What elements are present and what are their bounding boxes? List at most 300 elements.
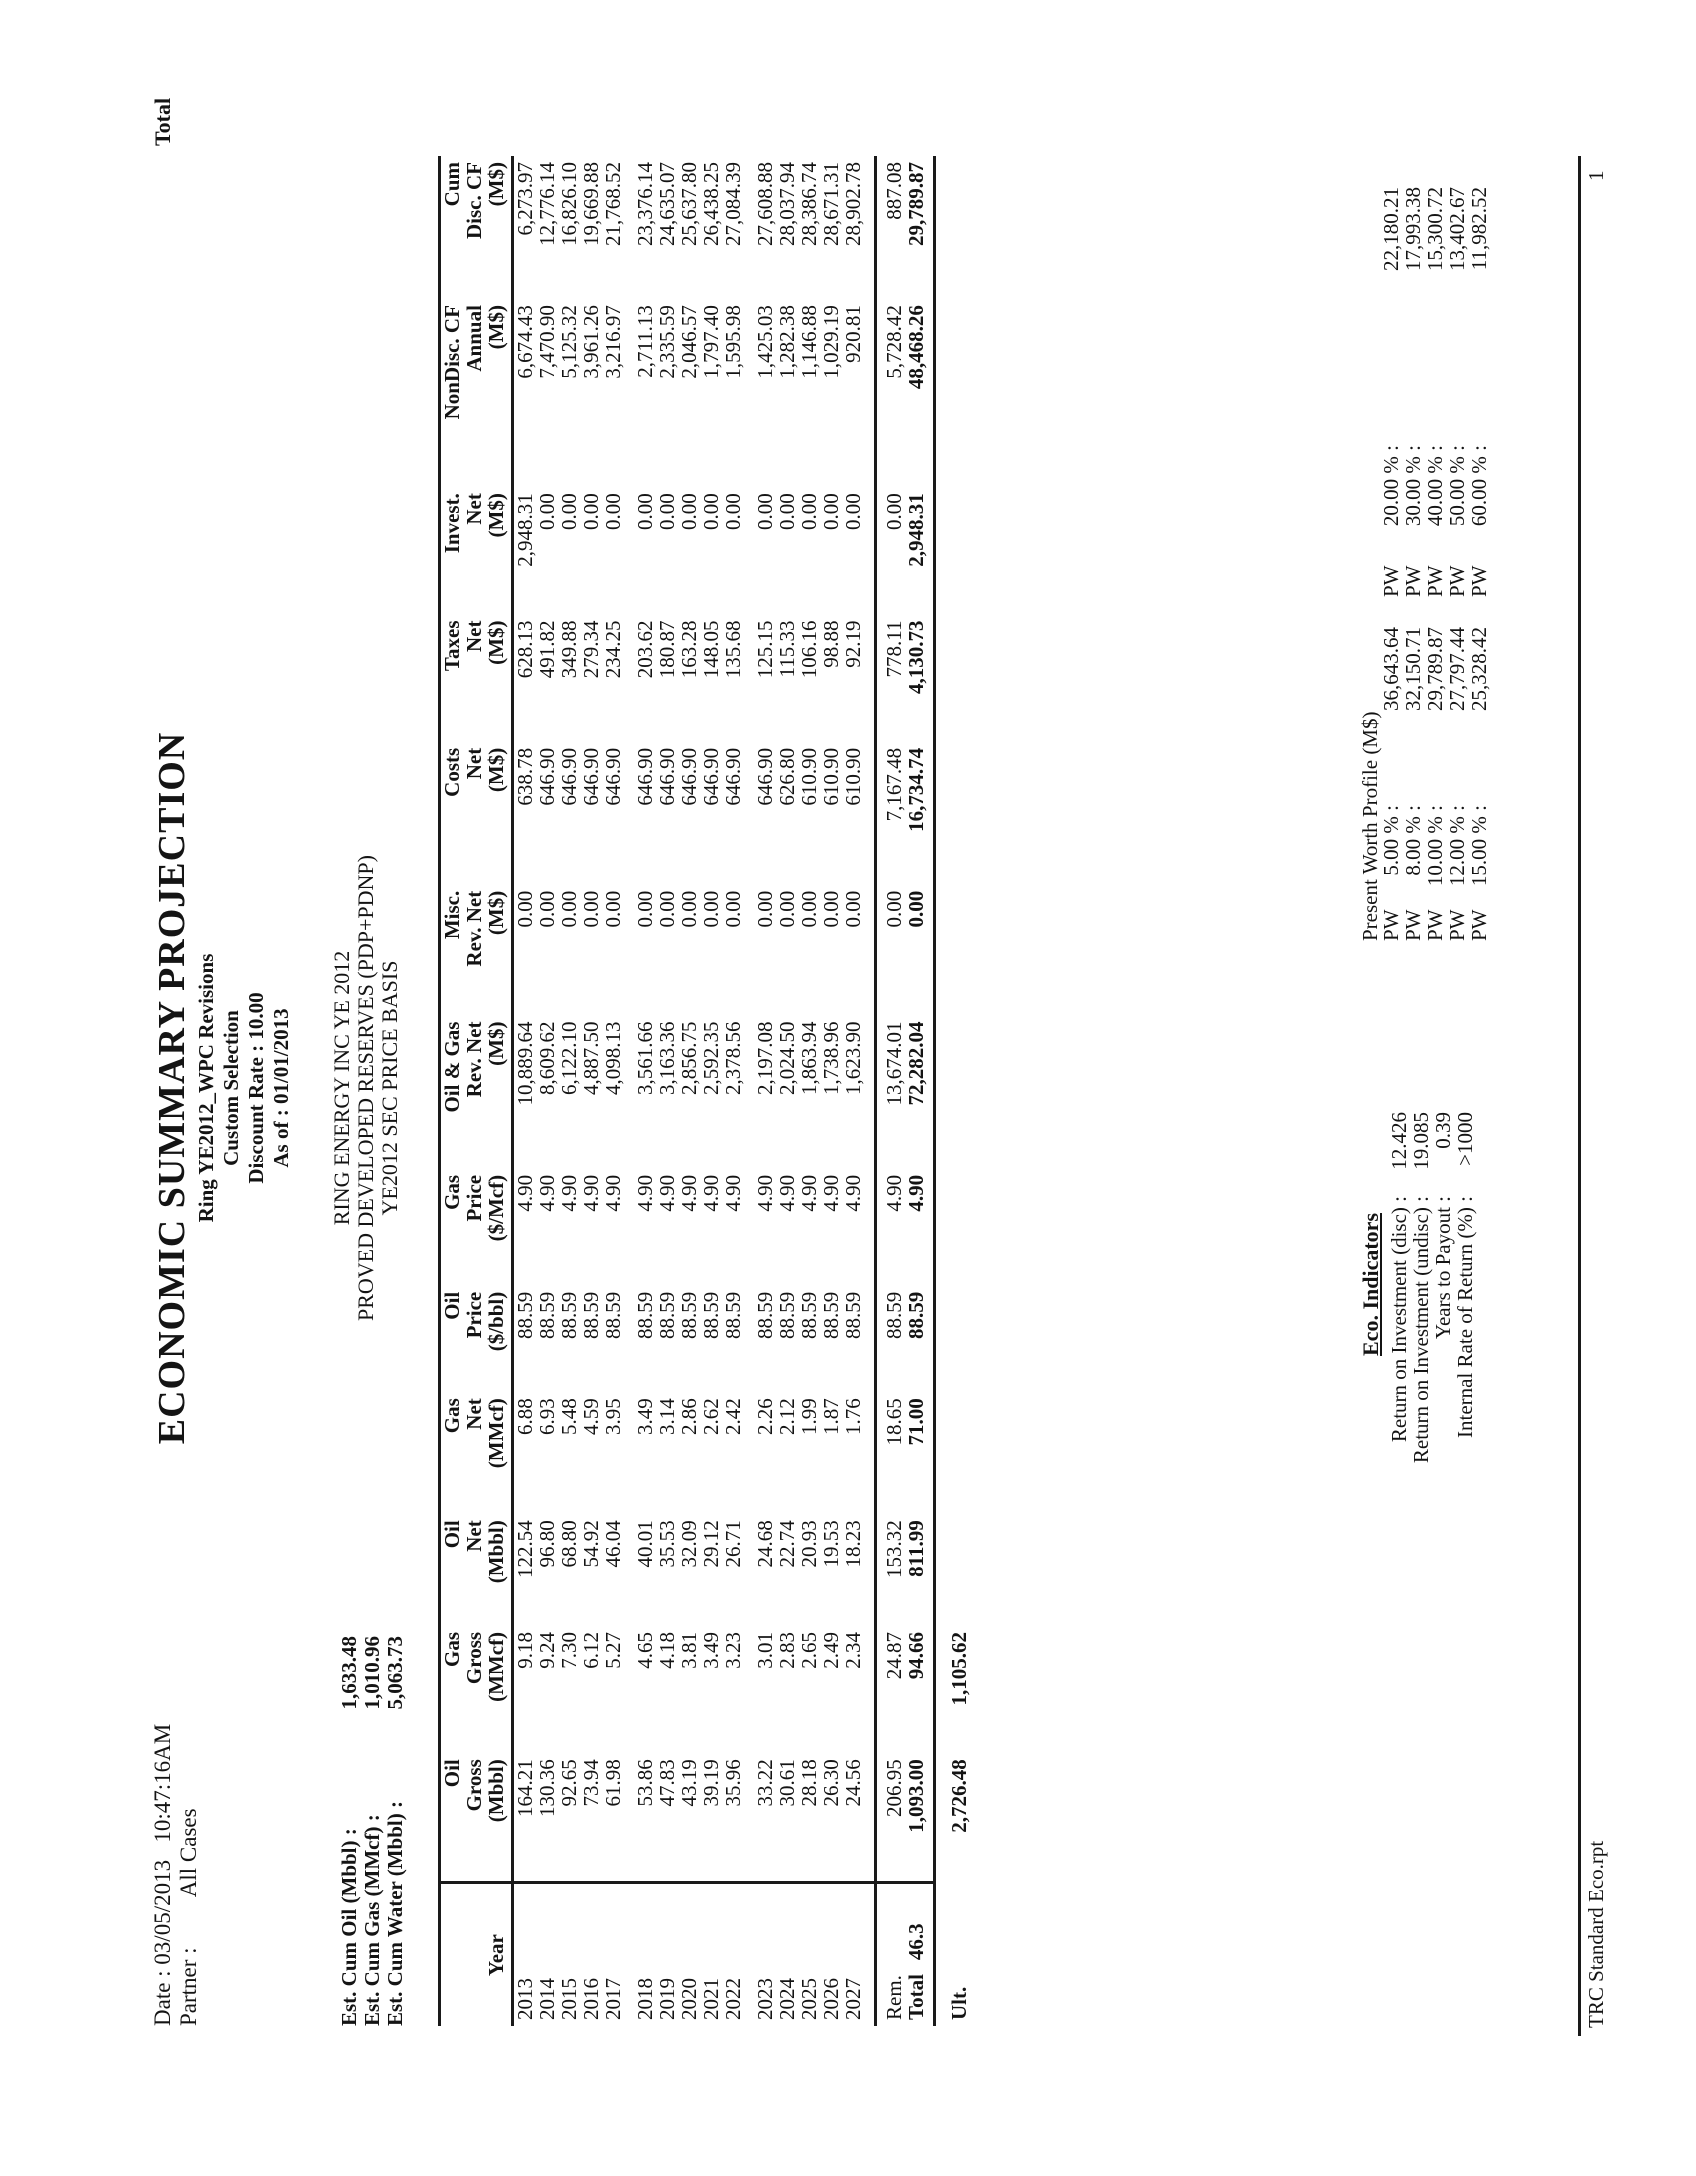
table-cell: 28,037.94 [775, 162, 799, 246]
table-cell: 5,125.32 [557, 305, 581, 379]
table-cell: 4.90 [535, 1174, 559, 1212]
cumulative-block [338, 1636, 407, 2026]
table-cell: 10,889.64 [513, 1021, 537, 1106]
pw-cell: 5.00 % : [1379, 805, 1403, 876]
table-cell: 92.19 [841, 620, 865, 668]
table-cell: 646.90 [655, 747, 679, 806]
pw-cell: PW [1445, 909, 1469, 941]
table-cell: 54.92 [579, 1520, 603, 1568]
table-cell: 234.25 [601, 620, 625, 679]
table-row [754, 156, 776, 2026]
table-cell: 30.61 [776, 1753, 798, 1883]
table-cell: 920.81 [841, 305, 865, 363]
table-cell: 88.59 [535, 1291, 559, 1339]
column-header: Costs Net (M$) [440, 747, 508, 797]
column-header: Gas Price ($/Mcf) [440, 1174, 508, 1242]
table-cell: 4.90 [699, 1174, 723, 1212]
table-cell: 628.13 [513, 620, 537, 679]
row-label: 2018 [633, 1978, 657, 2020]
subtitle-line-2: PROVED DEVELOPED RESERVES (PDP+PDNP) [353, 855, 378, 1321]
table-cell: 5,728.42 [882, 305, 906, 379]
table-cell: 646.90 [579, 747, 603, 806]
row-label: 2020 [677, 1978, 701, 2020]
table-row [820, 156, 842, 2026]
table-cell: 206.95 [876, 1753, 906, 1883]
time-value: 10:47:16AM [150, 1723, 175, 1843]
projection-table [438, 156, 970, 2026]
table-cell: 0.00 [797, 890, 821, 928]
table-cell: 27,084.39 [721, 162, 745, 246]
table-cell: 0.00 [882, 493, 906, 530]
table-cell: 4.90 [904, 1174, 928, 1212]
row-label: 2022 [721, 1978, 745, 2020]
table-cell: 13,674.01 [882, 1021, 906, 1106]
table-cell: 0.00 [841, 493, 865, 530]
table-cell: 43.19 [678, 1753, 700, 1883]
table-cell: 4.90 [797, 1174, 821, 1212]
table-cell: 4.90 [513, 1174, 537, 1212]
row-label: 2027 [841, 1978, 865, 2020]
table-cell: 88.59 [677, 1291, 701, 1339]
pw-cell: 40.00 % : [1423, 445, 1447, 527]
table-cell: 4.65 [633, 1631, 657, 1669]
table-row [580, 156, 602, 2026]
table-cell: 0.00 [775, 890, 799, 928]
ult-oil: 2,726.48 [935, 1753, 971, 1883]
table-cell: 4.90 [775, 1174, 799, 1212]
table-cell: 3.81 [677, 1631, 701, 1669]
table-cell: 88.59 [601, 1291, 625, 1339]
table-cell: 53.86 [634, 1753, 656, 1883]
table-cell: 4.90 [655, 1174, 679, 1212]
table-cell: 40.01 [633, 1520, 657, 1568]
table-cell: 2.65 [797, 1631, 821, 1669]
pw-cell: PW [1379, 909, 1403, 941]
table-cell: 0.00 [699, 890, 723, 928]
table-cell: 2,856.75 [677, 1021, 701, 1096]
table-cell: 26.30 [820, 1753, 842, 1883]
partner-value: All Cases [176, 1808, 201, 1898]
ult-gas: 1,105.62 [935, 1626, 971, 1753]
pw-cell: 60.00 % : [1467, 445, 1491, 527]
table-cell: 0.00 [904, 890, 928, 928]
table-cell: 0.00 [601, 493, 625, 530]
table-cell: 0.00 [655, 493, 679, 530]
pw-cell: 15.00 % : [1467, 805, 1491, 887]
table-cell: 88.59 [841, 1291, 865, 1339]
column-header: Oil Price ($/bbl) [440, 1291, 508, 1352]
table-cell: 8,609.62 [535, 1021, 559, 1096]
table-cell: 16,734.74 [904, 747, 928, 832]
table-cell: 6,122.10 [557, 1021, 581, 1096]
pw-cell: PW [1445, 565, 1469, 597]
table-row [602, 156, 624, 2026]
table-cell: 26.71 [721, 1520, 745, 1568]
table-cell: 4,887.50 [579, 1021, 603, 1096]
table-row [656, 156, 678, 2026]
table-cell: 0.00 [535, 493, 559, 530]
pw-cell: 13,402.67 [1445, 187, 1469, 271]
table-cell: 0.00 [513, 890, 537, 928]
table-cell: 0.00 [721, 890, 745, 928]
table-cell: 1,623.90 [841, 1021, 865, 1096]
discount-rate: Discount Rate : 10.00 [244, 992, 268, 1184]
footer-divider [1578, 156, 1581, 2036]
table-cell: 88.59 [633, 1291, 657, 1339]
table-cell: 61.98 [602, 1753, 624, 1883]
table-row [536, 156, 558, 2026]
table-cell: 0.00 [557, 890, 581, 928]
row-label: 2014 [535, 1978, 559, 2020]
table-cell: 1.87 [819, 1398, 843, 1435]
row-label: 2024 [775, 1978, 799, 2020]
table-cell: 610.90 [841, 747, 865, 806]
table-cell: 4.90 [633, 1174, 657, 1212]
report-file-name: TRC Standard Eco.rpt [1584, 1840, 1608, 2028]
total-years: 46.3 [904, 1923, 928, 1961]
table-cell: 135.68 [721, 620, 745, 679]
pw-cell: 25,328.42 [1467, 627, 1491, 711]
table-cell: 6,273.97 [513, 162, 537, 236]
table-cell: 2,592.35 [699, 1021, 723, 1096]
table-cell: 18.65 [882, 1398, 906, 1446]
table-cell: 4.90 [882, 1174, 906, 1212]
table-cell: 29.12 [699, 1520, 723, 1568]
table-cell: 0.00 [753, 890, 777, 928]
table-cell: 88.59 [699, 1291, 723, 1339]
table-cell: 88.59 [819, 1291, 843, 1339]
table-cell: 1,029.19 [819, 305, 843, 379]
table-cell: 638.78 [513, 747, 537, 806]
table-cell: 35.96 [722, 1753, 744, 1883]
row-label: 2026 [819, 1978, 843, 2020]
table-cell: 887.08 [882, 162, 906, 220]
table-cell: 48,468.26 [904, 305, 928, 390]
table-cell: 0.00 [633, 890, 657, 928]
table-cell: 6.93 [535, 1398, 559, 1435]
table-cell: 1,146.88 [797, 305, 821, 379]
table-cell: 98.88 [819, 620, 843, 668]
pw-cell: PW [1423, 565, 1447, 597]
date-value: 03/05/2013 [150, 1859, 175, 1965]
title-line-1: Ring YE2012_WPC Revisions [194, 953, 218, 1223]
pw-cell: 11,982.52 [1467, 187, 1491, 271]
ult-label: Ult. [947, 1986, 971, 2020]
column-header: Oil & Gas Rev. Net (M$) [440, 1021, 508, 1113]
eco-indicators [1388, 1112, 1476, 1576]
table-cell: 626.80 [775, 747, 799, 806]
table-cell: 9.24 [535, 1631, 559, 1669]
table-cell: 3.01 [753, 1631, 777, 1669]
cum-row: Est. Cum Oil (Mbbl) : 1,633.48 [337, 1636, 361, 2026]
table-cell: 4.90 [819, 1174, 843, 1212]
table-cell: 19.53 [819, 1520, 843, 1568]
table-cell: 0.00 [633, 493, 657, 530]
eco-row: Years to Payout : 0.39 [1431, 1112, 1455, 1340]
cum-row: Est. Cum Gas (MMcf) : 1,010.96 [360, 1636, 384, 2026]
column-header-year: Year [484, 1934, 508, 1977]
pw-row [1380, 187, 1402, 941]
cum-row: Est. Cum Water (Mbbl) : 5,063.73 [383, 1636, 407, 2026]
table-cell: 27,608.88 [753, 162, 777, 246]
table-cell: 12,776.14 [535, 162, 559, 246]
table-cell: 2.26 [753, 1398, 777, 1435]
table-cell: 2.12 [775, 1398, 799, 1435]
table-cell: 2.83 [775, 1631, 799, 1669]
column-header: Gas Net (MMcf) [440, 1398, 508, 1469]
table-cell: 5.48 [557, 1398, 581, 1435]
row-label: 2017 [601, 1978, 625, 2020]
table-cell: 4.90 [677, 1174, 701, 1212]
column-header: Oil Gross (Mbbl) [440, 1753, 513, 1883]
table-cell: 18.23 [841, 1520, 865, 1568]
total-row [905, 156, 935, 2026]
present-worth-title: Present Worth Profile (M$) [1358, 711, 1382, 941]
table-cell: 180.87 [655, 620, 679, 679]
table-cell: 2.42 [721, 1398, 745, 1435]
table-cell: 47.83 [656, 1753, 678, 1883]
table-cell: 4,130.73 [904, 620, 928, 694]
table-cell: 88.59 [904, 1291, 928, 1339]
table-row [678, 156, 700, 2026]
pw-row [1468, 187, 1490, 941]
table-cell: 1,425.03 [753, 305, 777, 379]
table-cell: 16,826.10 [557, 162, 581, 246]
table-row [513, 156, 537, 2026]
eco-row: Return on Investment (disc) : 12.426 [1387, 1112, 1411, 1443]
table-cell: 646.90 [721, 747, 745, 806]
table-cell: 646.90 [699, 747, 723, 806]
table-cell: 1,797.40 [699, 305, 723, 379]
table-cell: 0.00 [655, 890, 679, 928]
table-cell: 163.28 [677, 620, 701, 679]
table-cell: 0.00 [535, 890, 559, 928]
table-cell: 2,948.31 [513, 493, 537, 567]
pw-cell: 22,180.21 [1379, 187, 1403, 271]
table-cell: 203.62 [633, 620, 657, 679]
table-cell: 71.00 [904, 1398, 928, 1446]
table-cell: 3,561.66 [633, 1021, 657, 1096]
table-cell: 349.88 [557, 620, 581, 679]
ultimate-row [935, 156, 971, 2026]
pw-cell: 8.00 % : [1401, 805, 1425, 876]
table-cell: 28,671.31 [819, 162, 843, 246]
table-cell: 2.49 [819, 1631, 843, 1669]
table-cell: 68.80 [557, 1520, 581, 1568]
table-cell: 2,335.59 [655, 305, 679, 379]
table-cell: 3,961.26 [579, 305, 603, 379]
present-worth-profile [1380, 187, 1490, 941]
pw-cell: 20.00 % : [1379, 445, 1403, 527]
table-cell: 9.18 [513, 1631, 537, 1669]
pw-cell: 30.00 % : [1401, 445, 1425, 527]
table-cell: 1.76 [841, 1398, 865, 1435]
column-header: Invest. Net (M$) [440, 493, 508, 554]
date-label: Date : [150, 1970, 175, 2026]
table-cell: 3,163.36 [655, 1021, 679, 1096]
table-cell: 0.00 [721, 493, 745, 530]
table-cell: 28,902.78 [841, 162, 865, 246]
table-cell: 6.88 [513, 1398, 537, 1435]
table-cell: 2,948.31 [904, 493, 928, 567]
title-line-2: Custom Selection [219, 1010, 243, 1166]
table-cell: 0.00 [882, 890, 906, 928]
table-cell: 88.59 [557, 1291, 581, 1339]
table-cell: 4,098.13 [601, 1021, 625, 1096]
table-cell: 32.09 [677, 1520, 701, 1568]
table-cell: 164.21 [513, 1753, 537, 1883]
table-cell: 26,438.25 [699, 162, 723, 246]
table-body [513, 156, 971, 2026]
row-label [905, 1883, 935, 2026]
table-cell: 35.53 [655, 1520, 679, 1568]
pw-cell: PW [1467, 909, 1491, 941]
eco-row: Internal Rate of Return (%) : >1000 [1453, 1112, 1477, 1438]
pw-cell: 32,150.71 [1401, 627, 1425, 711]
row-label: 2013 [513, 1978, 537, 2020]
table-cell: 148.05 [699, 620, 723, 679]
pw-cell: 15,300.72 [1423, 187, 1447, 271]
table-cell: 0.00 [677, 890, 701, 928]
table-cell: 29,789.87 [904, 162, 928, 246]
table-cell: 646.90 [601, 747, 625, 806]
table-cell: 88.59 [721, 1291, 745, 1339]
table-cell: 646.90 [633, 747, 657, 806]
pw-cell: 12.00 % : [1445, 805, 1469, 887]
table-cell: 0.00 [753, 493, 777, 530]
table-cell: 94.66 [904, 1631, 928, 1680]
table-cell: 46.04 [601, 1520, 625, 1568]
table-cell: 88.59 [797, 1291, 821, 1339]
subtitle-line-1: RING ENERGY INC YE 2012 [329, 950, 354, 1226]
pw-cell: PW [1467, 565, 1491, 597]
row-gap [864, 156, 876, 2026]
table-cell: 96.80 [535, 1520, 559, 1568]
table-cell: 4.90 [753, 1174, 777, 1212]
table-cell: 19,669.88 [579, 162, 603, 246]
eco-indicators-title: Eco. Indicators [1358, 1213, 1383, 1356]
row-label: 2016 [579, 1978, 603, 2020]
table-row [722, 156, 744, 2026]
table-row [700, 156, 722, 2026]
table-cell: 0.00 [819, 890, 843, 928]
pw-cell: PW [1401, 565, 1425, 597]
table-cell: 88.59 [579, 1291, 603, 1339]
table-cell: 646.90 [557, 747, 581, 806]
subtitle-line-3: YE2012 SEC PRICE BASIS [377, 960, 402, 1216]
table-cell: 1.99 [797, 1398, 821, 1435]
table-cell: 279.34 [579, 620, 603, 679]
table-cell: 6,674.43 [513, 305, 537, 379]
column-header: Misc. Rev. Net (M$) [440, 890, 508, 967]
table-row [558, 156, 580, 2026]
as-of-date: As of : 01/01/2013 [269, 1008, 293, 1168]
table-cell: 20.93 [797, 1520, 821, 1568]
pw-cell: 36,643.64 [1379, 627, 1403, 711]
table-cell: 610.90 [819, 747, 843, 806]
page-number: 1 [1584, 170, 1608, 181]
table-cell: 491.82 [535, 620, 559, 679]
pw-cell: PW [1401, 909, 1425, 941]
column-header: Taxes Net (M$) [440, 620, 508, 672]
pw-row [1446, 187, 1468, 941]
column-header: Gas Gross (MMcf) [440, 1631, 508, 1702]
table-cell: 7,167.48 [882, 747, 906, 822]
table-cell: 130.36 [536, 1753, 558, 1883]
pw-row [1402, 187, 1424, 941]
table-cell: 24.68 [753, 1520, 777, 1568]
table-cell: 3.95 [601, 1398, 625, 1435]
table-cell: 88.59 [753, 1291, 777, 1339]
table-cell: 2,711.13 [633, 305, 657, 378]
eco-row: Return on Investment (undisc) : 19.085 [1409, 1112, 1433, 1464]
table-cell: 125.15 [753, 620, 777, 679]
pw-cell: 10.00 % : [1423, 805, 1447, 887]
table-cell: 73.94 [580, 1753, 602, 1883]
table-cell: 122.54 [513, 1520, 537, 1579]
table-cell: 3,216.97 [601, 305, 625, 379]
table-cell: 610.90 [797, 747, 821, 806]
table-cell: 0.00 [699, 493, 723, 530]
table-cell: 0.00 [797, 493, 821, 530]
remaining-row [876, 156, 906, 2026]
table-cell: 646.90 [535, 747, 559, 806]
column-header: Cum Disc. CF (M$) [440, 162, 508, 239]
row-label: 2019 [655, 1978, 679, 2020]
row-label: 2021 [699, 1978, 723, 2020]
table-cell: 7,470.90 [535, 305, 559, 379]
pw-cell: PW [1379, 565, 1403, 597]
table-row [776, 156, 798, 2026]
table-cell: 811.99 [904, 1520, 928, 1577]
table-cell: 3.49 [633, 1398, 657, 1435]
table-cell: 2,024.50 [775, 1021, 799, 1096]
table-cell: 0.00 [775, 493, 799, 530]
table-cell: 2,378.56 [721, 1021, 745, 1096]
table-cell: 92.65 [558, 1753, 580, 1883]
row-label: 2015 [557, 1978, 581, 2020]
column-header: Oil Net (Mbbl) [440, 1520, 508, 1584]
table-cell: 0.00 [841, 890, 865, 928]
table-cell: 2,197.08 [753, 1021, 777, 1096]
table-cell: 4.90 [721, 1174, 745, 1212]
table-cell: 0.00 [601, 890, 625, 928]
table-cell: 1,863.94 [797, 1021, 821, 1096]
table-cell: 4.59 [579, 1398, 603, 1435]
table-cell: 115.33 [775, 620, 799, 678]
table-cell: 0.00 [579, 890, 603, 928]
table-cell: 3.14 [655, 1398, 679, 1435]
table-cell: 24,635.07 [655, 162, 679, 246]
table-cell: 25,637.80 [677, 162, 701, 246]
row-label: Rem. [882, 1975, 906, 2020]
table-cell: 28,386.74 [797, 162, 821, 246]
row-label: 2023 [753, 1978, 777, 2020]
table-cell: 646.90 [677, 747, 701, 806]
row-label: 2025 [797, 1978, 821, 2020]
table-cell: 0.00 [557, 493, 581, 530]
table-cell: 3.49 [699, 1631, 723, 1669]
table-cell: 2,046.57 [677, 305, 701, 379]
table-cell: 72,282.04 [904, 1021, 928, 1106]
table-cell: 778.11 [882, 620, 906, 678]
table-cell: 88.59 [775, 1291, 799, 1339]
table-header-row [440, 156, 513, 2026]
table-cell: 28.18 [798, 1753, 820, 1883]
table-cell: 21,768.52 [601, 162, 625, 246]
table-cell: 2.34 [841, 1631, 865, 1669]
partner-label: Partner : [176, 1947, 201, 2026]
